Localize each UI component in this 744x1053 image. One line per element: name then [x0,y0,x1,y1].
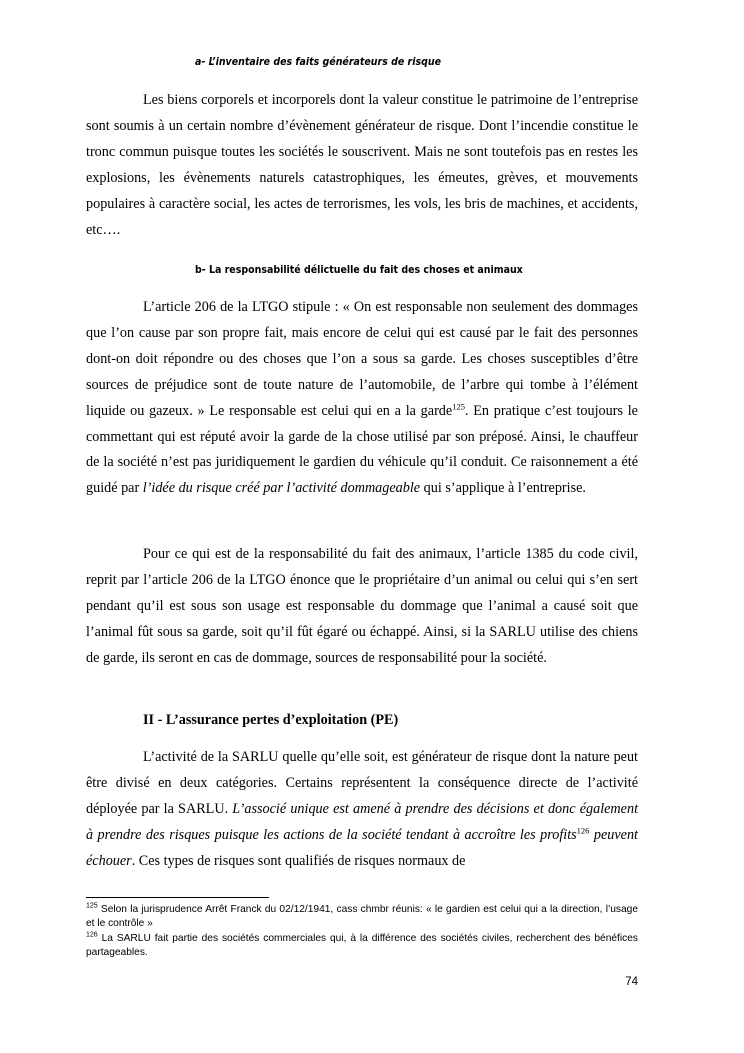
section-a-heading: a- L’inventaire des faits générateurs de risque [195,56,441,68]
section-a-text: Les biens corporels et incorporels dont la valeur constitue le patrimoine de l’entreprise sont soumis à un certain nombre d’évènement générateur de risque. Dont l’incendie constitue le tronc commun puisque toutes les sociétés le souscrivent. Mais ne sont toutefois pas en restes les explosions, les évènements naturels catastrophiques, les émeutes, grèves, et mouvements populaires à caractère social, les actes de terrorismes, les vols, les bris de machines, et accidents, etc…. [86,92,638,238]
footnote-separator [86,897,269,898]
footnote-text: La SARLU fait partie des sociétés commerciales qui, à la différence des sociétés civiles, recherchent des bénéfices partageables. [86,933,638,958]
section-ii-text-1: L’activité de la SARLU quelle qu’elle soit, est générateur de risque dont la nature peut être divisé en deux catégories. Certains représentent la conséquence directe de l’activité déployée par la SARLU. [86,749,638,817]
section-b-p1-text-2: . En pratique c’est toujours le commettant qui est réputé avoir la garde de la chose utilisé par son préposé. Ainsi, le chauffeur de la société n’est pas juridiquement le gardien du véhicule qu’il conduit. Ce raisonnement a été guidé par [86,402,638,497]
section-ii-italic-1: L’associé unique est amené à prendre des décisions et donc également à prendre des risques puisque les actions de la société tendant à accroître les profits [86,800,639,843]
section-b-p1-text-1: L’article 206 de la LTGO stipule : « On est responsable non seulement des dommages que l’on cause par son propre fait, mais encore de celui qui est causé par le fait des personnes dont-on doit répondre ou des choses que l’on a sous sa garde. Les choses susceptibles d’être sources de préjudice sont de toute nature de l’automobile, de l’arbre qui tombe à l’élément liquide ou gazeux. » Le responsable est celui qui en a la garde [86,299,638,419]
section-b-p2-text: Pour ce qui est de la responsabilité du fait des animaux, l’article 1385 du code civil, reprit par l’article 206 de la LTGO énonce que le propriétaire d’un animal ou celui qui s’en sert pendant qu’il est sous son usage est responsable du dommage que l’animal a causé soit que l’animal fût sous sa garde, soit qu’il fût égaré ou échappé. Ainsi, si la SARLU utilise des chiens de garde, ils seront en cas de dommage, sources de responsabilité pour la société. [86,546,638,666]
footnote-ref-125[interactable]: 125 [452,400,465,411]
section-b-paragraph-2 [86,542,638,672]
footnote-number: 125 [86,902,98,910]
footnote-text: Selon la jurisprudence Arrêt Franck du 02/12/1941, cass chmbr réunis: « le gardien est celui qui a la direction, l’usage et le contrôle » [86,904,638,929]
section-ii-heading: II - L’assurance pertes d’exploitation (PE) [143,712,399,728]
footnote-number: 126 [86,931,98,939]
section-b-p1-italic: l’idée du risque créé par l’activité dommageable [142,480,421,497]
section-ii-paragraph [86,745,638,875]
section-ii-italic-2: peuvent échouer [86,826,638,869]
footnote-126 [86,932,638,960]
section-b-heading: b- La responsabilité délictuelle du fait des choses et animaux [195,264,523,276]
section-b-paragraph-1 [86,295,638,502]
section-a-paragraph [86,88,638,243]
footnote-ref-126[interactable]: 126 [576,824,590,835]
section-ii-text-2: . Ces types de risques sont qualifiés de risques normaux de [131,852,466,869]
footnote-125 [86,903,638,931]
section-b-p1-text-3: qui s’applique à l’entreprise. [420,480,586,497]
page-number: 74 [625,976,638,988]
